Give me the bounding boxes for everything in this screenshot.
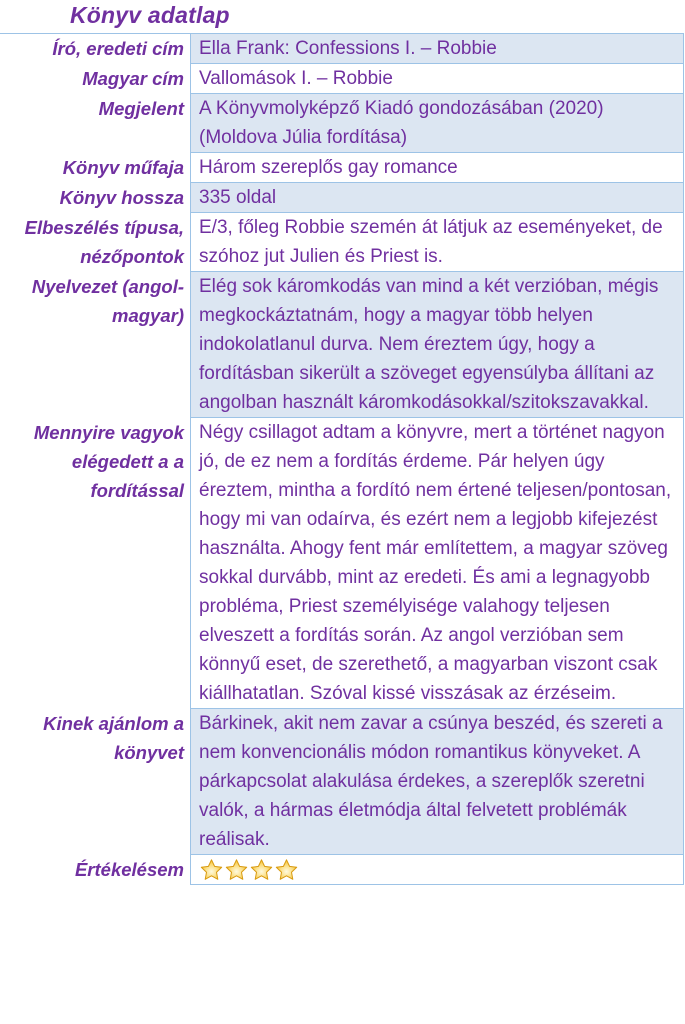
row-label: Elbeszélés típusa, nézőpontok [24, 217, 184, 267]
row-value: A Könyvmolyképző Kiadó gondozásában (2020) (Moldova Júlia fordítása) [190, 94, 684, 153]
row-label: Megjelent [98, 98, 184, 119]
row-label: Mennyire vagyok elégedett a a fordítással [33, 422, 184, 501]
book-info-table [0, 33, 684, 885]
row-recommendation [0, 709, 684, 855]
row-narration [0, 213, 684, 272]
row-value: Elég sok káromkodás van mind a két verzióban, mégis megkockáztatnám, hogy a magyar több helyen indokolatlanul durva. Nem éreztem úgy, hogy a fordításban sikerült a szöveget egyensúlyba állítani az angolban használt káromkodásokkal/szitokszavakkal. [190, 272, 684, 418]
row-label: Magyar cím [82, 68, 184, 89]
star-icon [199, 858, 224, 882]
row-value: Ella Frank: Confessions I. – Robbie [190, 34, 684, 64]
row-value: 335 oldal [190, 183, 684, 213]
row-value: Négy csillagot adtam a könyvre, mert a történet nagyon jó, de ez nem a fordítás érdeme. Pár helyen úgy éreztem, mintha a fordító nem értené teljesen/pontosan, hogy mi van odaírva, és ezért nem a legjobb kifejezést használta. Ahogy fent már említettem, a magyar szöveg sokkal durvább, mint az eredeti. És ami a legnagyobb probléma, Priest személyisége valahogy teljesen elveszett a fordítás során. Az angol verzióban sem könnyű eset, de szerethető, a magyarban viszont csak kiállhatatlan. Szóval kissé visszásak az érzéseim. [190, 418, 684, 709]
star-icon [224, 858, 249, 882]
page-title: Könyv adatlap [70, 2, 230, 28]
row-value: E/3, főleg Robbie szemén át látjuk az eseményeket, de szóhoz jut Julien és Priest is. [190, 213, 684, 272]
row-language [0, 272, 684, 418]
row-label: Értékelésem [74, 859, 184, 880]
row-value: Vallomások I. – Robbie [190, 64, 684, 94]
row-value: Bárkinek, akit nem zavar a csúnya beszéd, és szereti a nem konvencionális módon romantikus könyveket. A párkapcsolat alakulása érdekes, a szereplők szeretni valók, a hármas életmódja által felvetett problémák reálisak. [190, 709, 684, 855]
star-rating [190, 855, 684, 885]
row-translation-satisfaction [0, 418, 684, 709]
stars-container [199, 855, 677, 884]
row-label: Könyv műfaja [62, 157, 184, 178]
row-author-original-title [0, 34, 684, 64]
row-label: Kinek ajánlom a könyvet [43, 713, 184, 763]
row-value: Három szereplős gay romance [190, 153, 684, 183]
star-icon [249, 858, 274, 882]
row-length [0, 183, 684, 213]
row-rating [0, 855, 684, 885]
star-icon [274, 858, 299, 882]
row-label: Író, eredeti cím [52, 38, 184, 59]
row-published [0, 94, 684, 153]
row-genre [0, 153, 684, 183]
row-hungarian-title [0, 64, 684, 94]
row-label: Nyelvezet (angol-magyar) [31, 276, 184, 326]
row-label: Könyv hossza [59, 187, 184, 208]
